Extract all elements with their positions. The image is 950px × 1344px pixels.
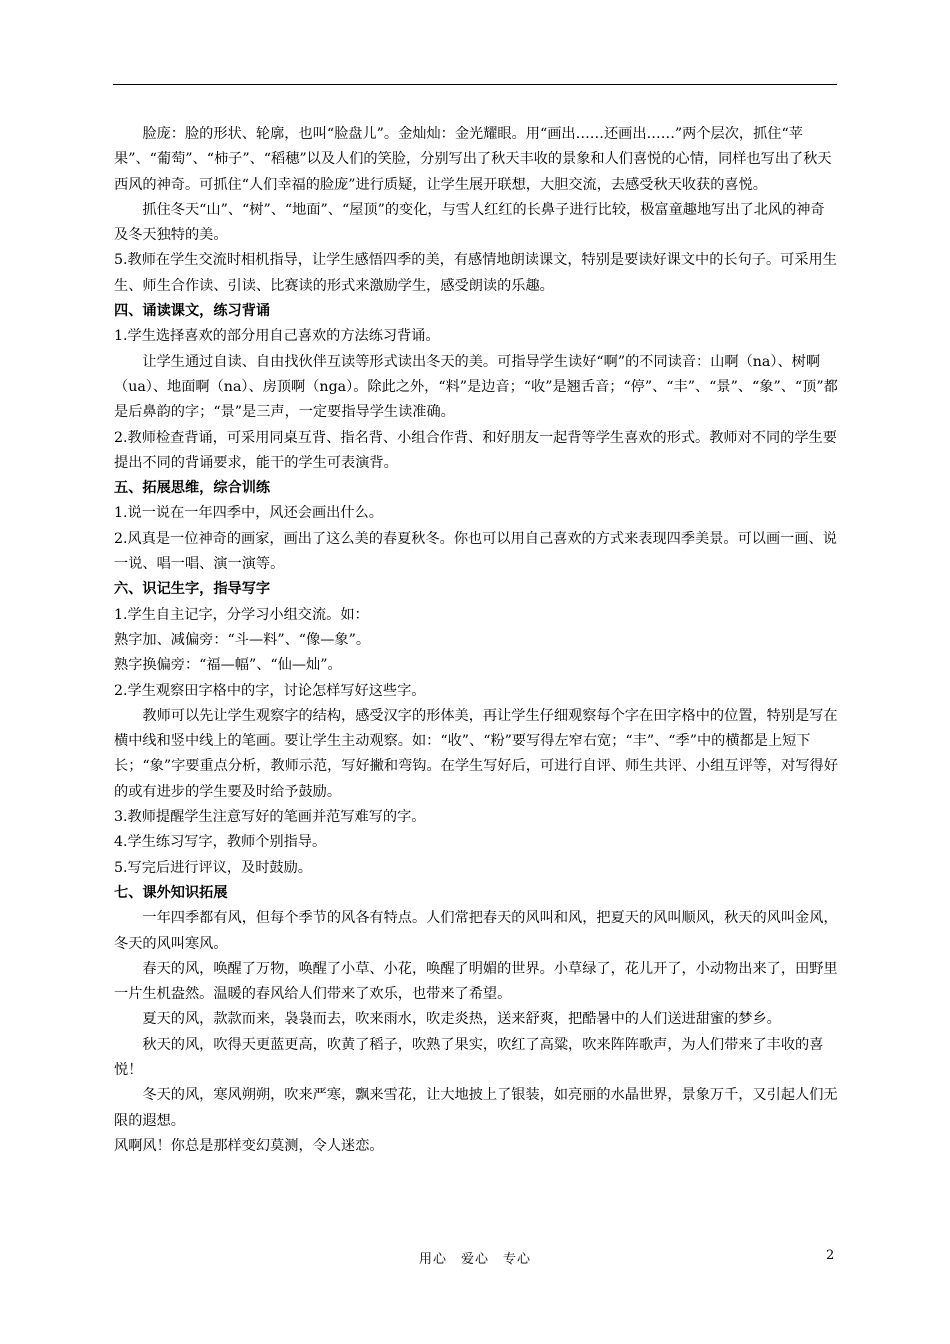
paragraph-writing-guidance: 教师可以先让学生观察字的结构，感受汉字的形体美，再让学生仔细观察每个字在田字格中的位置，特别是写在横中线和竖中线上的笔画。要让学生主动观察。如：“收”、“粉”要写得左窄右宽；“丰”、“季”中的横都是上短下长；“象”字要重点分析，教师示范，写好撇和弯钩。在学生写好后，可进行自评、师生共评、小组互评等，对写得好的或有进步的学生要及时给予鼓励。 xyxy=(114,707,838,800)
paragraph-wind-intro: 一年四季都有风，但每个季节的风各有特点。人们常把春天的风叫和风，把夏天的风叫顺风，秋天的风叫金风，冬天的风叫寒风。 xyxy=(114,910,838,952)
header-rule xyxy=(113,84,837,85)
paragraph-recite-step-1: 1.学生选择喜欢的部分用自己喜欢的方法练习背诵。 xyxy=(114,328,440,345)
paragraph-characters-step-4: 4.学生练习写字，教师个别指导。 xyxy=(114,834,327,851)
paragraph-swap-radical: 熟字换偏旁：“福—幅”、“仙—灿”。 xyxy=(114,657,342,674)
paragraph-winter-changes: 抓住冬天“山”、“树”、“地面”、“屋顶”的变化，与雪人红红的长鼻子进行比较，极富童趣地写出了北风的神奇及冬天独特的美。 xyxy=(114,201,825,244)
section-heading-extracurricular: 七、课外知识拓展 xyxy=(114,884,228,901)
paragraph-extend-step-1: 1.说一说在一年四季中，风还会画出什么。 xyxy=(114,505,383,522)
paragraph-pronunciation: 让学生通过自读、自由找伙伴互读等形式读出冬天的美。可指导学生读好“啊”的不同读音：山啊（na）、树啊（ua）、地面啊（na）、房顶啊（nga）。除此之外，“料”是边音；“收”是翘舌音；“停”、“丰”、“景”、“象”、“顶”都是后鼻韵的字；“景”是三声，一定要指导学生读准确。 xyxy=(114,353,838,421)
paragraph-summer-wind: 夏天的风，款款而来，袅袅而去，吹来雨水，吹走炎热，送来舒爽，把酷暑中的人们送进甜蜜的梦乡。 xyxy=(142,1011,781,1028)
paragraph-characters-step-3: 3.教师提醒学生注意写好的笔画并范写难写的字。 xyxy=(114,809,426,826)
paragraph-closing: 风啊风！你总是那样变幻莫测，令人迷恋。 xyxy=(114,1137,384,1154)
page-number: 2 xyxy=(826,1248,835,1263)
paragraph-winter-wind: 冬天的风，寒风朔朔，吹来严寒，飘来雪花，让大地披上了银装，如亮丽的水晶世界，景象万千，又引起人们无限的遐想。 xyxy=(114,1087,838,1129)
paragraph-spring-wind: 春天的风，唤醒了万物，唤醒了小草、小花，唤醒了明媚的世界。小草绿了，花儿开了，小动物出来了，田野里一片生机盎然。温暖的春风给人们带来了欢乐，也带来了希望。 xyxy=(114,960,838,1003)
paragraph-characters-step-1: 1.学生自主记字，分学习小组交流。如： xyxy=(114,606,369,623)
paragraph-extend-step-2: 2.风真是一位神奇的画家，画出了这么美的春夏秋冬。你也可以用自己喜欢的方式来表现四季美景。可以画一画、说一说、唱一唱、演一演等。 xyxy=(114,530,837,573)
document-body xyxy=(114,122,838,1159)
paragraph-face-explanation: 脸庞：脸的形状、轮廓，也叫“脸盘儿”。金灿灿：金光耀眼。用“画出……还画出……”两个层次，抓住“苹果”、“葡萄”、“柿子”、“稻穗”以及人们的笑脸，分别写出了秋天丰收的景象和人们喜悦的心情，同样也写出了秋天西风的神奇。可抓住“人们幸福的脸庞”进行质疑，让学生展开联想，大胆交流，去感受秋天收获的喜悦。 xyxy=(114,126,832,193)
paragraph-teacher-guidance: 5.教师在学生交流时相机指导，让学生感悟四季的美，有感情地朗读课文，特别是要读好课文中的长句子。可采用生生、师生合作读、引读、比赛读的形式来激励学生，感受朗读的乐趣。 xyxy=(114,252,837,294)
paragraph-characters-step-2: 2.学生观察田字格中的字，讨论怎样写好这些字。 xyxy=(114,682,426,699)
paragraph-autumn-wind: 秋天的风，吹得天更蓝更高，吹黄了稻子，吹熟了果实，吹红了高粱，吹来阵阵歌声，为人们带来了丰收的喜悦！ xyxy=(114,1036,824,1078)
paragraph-characters-step-5: 5.写完后进行评议，及时鼓励。 xyxy=(114,859,312,876)
footer-motto: 用心 爱心 专心 xyxy=(418,1252,531,1267)
section-heading-characters: 六、识记生字，指导写字 xyxy=(114,581,271,598)
section-heading-extend-thinking: 五、拓展思维，综合训练 xyxy=(114,480,271,497)
paragraph-recite-step-2: 2.教师检查背诵，可采用同桌互背、指名背、小组合作背、和好朋友一起背等学生喜欢的形式。教师对不同的学生要提出不同的背诵要求，能干的学生可表演背。 xyxy=(114,429,837,471)
paragraph-add-radical: 熟字加、减偏旁：“斗—料”、“像—象”。 xyxy=(114,631,371,648)
section-heading-recite: 四、诵读课文，练习背诵 xyxy=(114,303,271,320)
